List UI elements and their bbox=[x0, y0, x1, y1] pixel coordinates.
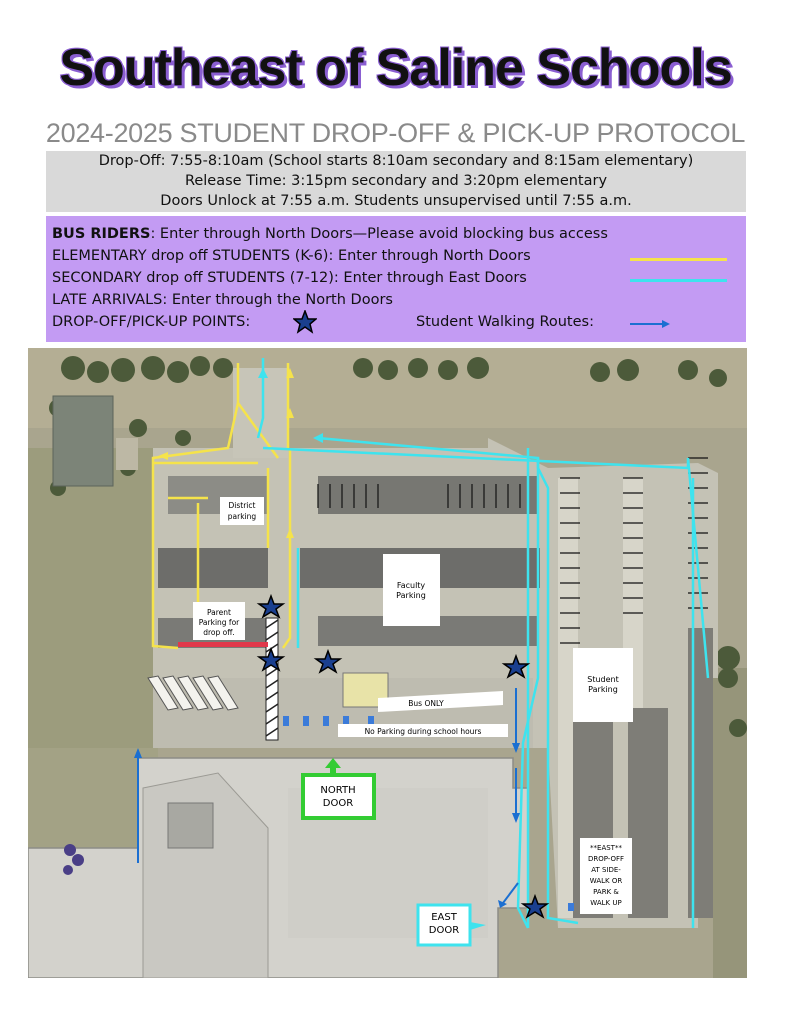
legend-secondary-line bbox=[630, 279, 727, 282]
parent-parking-line1: Parent bbox=[206, 608, 232, 617]
north-door-label bbox=[303, 775, 374, 818]
district-parking-line1: District bbox=[228, 501, 256, 510]
student-parking-line1: Student bbox=[587, 675, 619, 684]
legend-box bbox=[46, 216, 746, 342]
legend-elementary-line bbox=[630, 258, 727, 261]
release-time: Release Time: 3:15pm secondary and 3:20pm elementary bbox=[184, 173, 608, 189]
legend-bus-text: : Enter through North Doors—Please avoid blocking bus access bbox=[150, 226, 608, 242]
red-curb bbox=[178, 642, 268, 647]
campus-map bbox=[28, 348, 747, 978]
legend-secondary: SECONDARY drop off STUDENTS (7-12): Enter through East Doors bbox=[52, 270, 527, 286]
faculty-parking-label bbox=[383, 554, 440, 626]
district-parking-line2: parking bbox=[227, 512, 257, 521]
east-dropoff-line4: WALK OR bbox=[589, 877, 623, 885]
parent-parking-line3: drop off. bbox=[203, 628, 235, 637]
faculty-parking-line1: Faculty bbox=[396, 581, 426, 590]
dropoff-time: Drop-Off: 7:55-8:10am (School starts 8:10am secondary and 8:15am elementary) bbox=[98, 153, 694, 169]
arrow-right-icon bbox=[628, 318, 672, 330]
east-door-line2: DOOR bbox=[428, 925, 460, 936]
student-parking-line2: Parking bbox=[588, 685, 618, 694]
east-door-line1: EAST bbox=[431, 912, 457, 923]
east-dropoff-line5: PARK & bbox=[593, 888, 619, 896]
faculty-parking-line2: Parking bbox=[396, 591, 426, 600]
aerial-map bbox=[28, 348, 747, 978]
legend-bus-riders bbox=[52, 226, 608, 242]
east-dropoff-line3: AT SIDE- bbox=[591, 866, 621, 874]
legend-walking-routes: Student Walking Routes: bbox=[416, 314, 594, 330]
schedule-box bbox=[46, 151, 746, 212]
legend-points: DROP-OFF/PICK-UP POINTS: bbox=[52, 314, 251, 330]
east-dropoff-line2: DROP-OFF bbox=[587, 855, 625, 863]
north-door-line1: NORTH bbox=[320, 785, 356, 796]
legend-late-arrivals: LATE ARRIVALS: Enter through the North Doors bbox=[52, 292, 393, 308]
page-subtitle: 2024-2025 STUDENT DROP-OFF & PICK-UP PROTOCOL bbox=[45, 118, 746, 148]
legend-bus-label: BUS RIDERS bbox=[52, 226, 151, 242]
doors-unlock: Doors Unlock at 7:55 a.m. Students unsupervised until 7:55 a.m. bbox=[160, 193, 632, 209]
east-dropoff-line6: WALK UP bbox=[590, 899, 622, 907]
parent-parking-line2: Parking for bbox=[198, 618, 240, 627]
east-dropoff-line1: **EAST** bbox=[590, 844, 622, 852]
page-title: Southeast of Saline Schools bbox=[59, 39, 732, 97]
star-icon bbox=[293, 310, 317, 334]
district-building bbox=[53, 396, 113, 486]
bus-only-text: Bus ONLY bbox=[408, 699, 444, 708]
north-door-line2: DOOR bbox=[322, 798, 354, 809]
legend-elementary: ELEMENTARY drop off STUDENTS (K-6): Enter through North Doors bbox=[52, 248, 531, 264]
no-parking-text: No Parking during school hours bbox=[364, 727, 482, 736]
